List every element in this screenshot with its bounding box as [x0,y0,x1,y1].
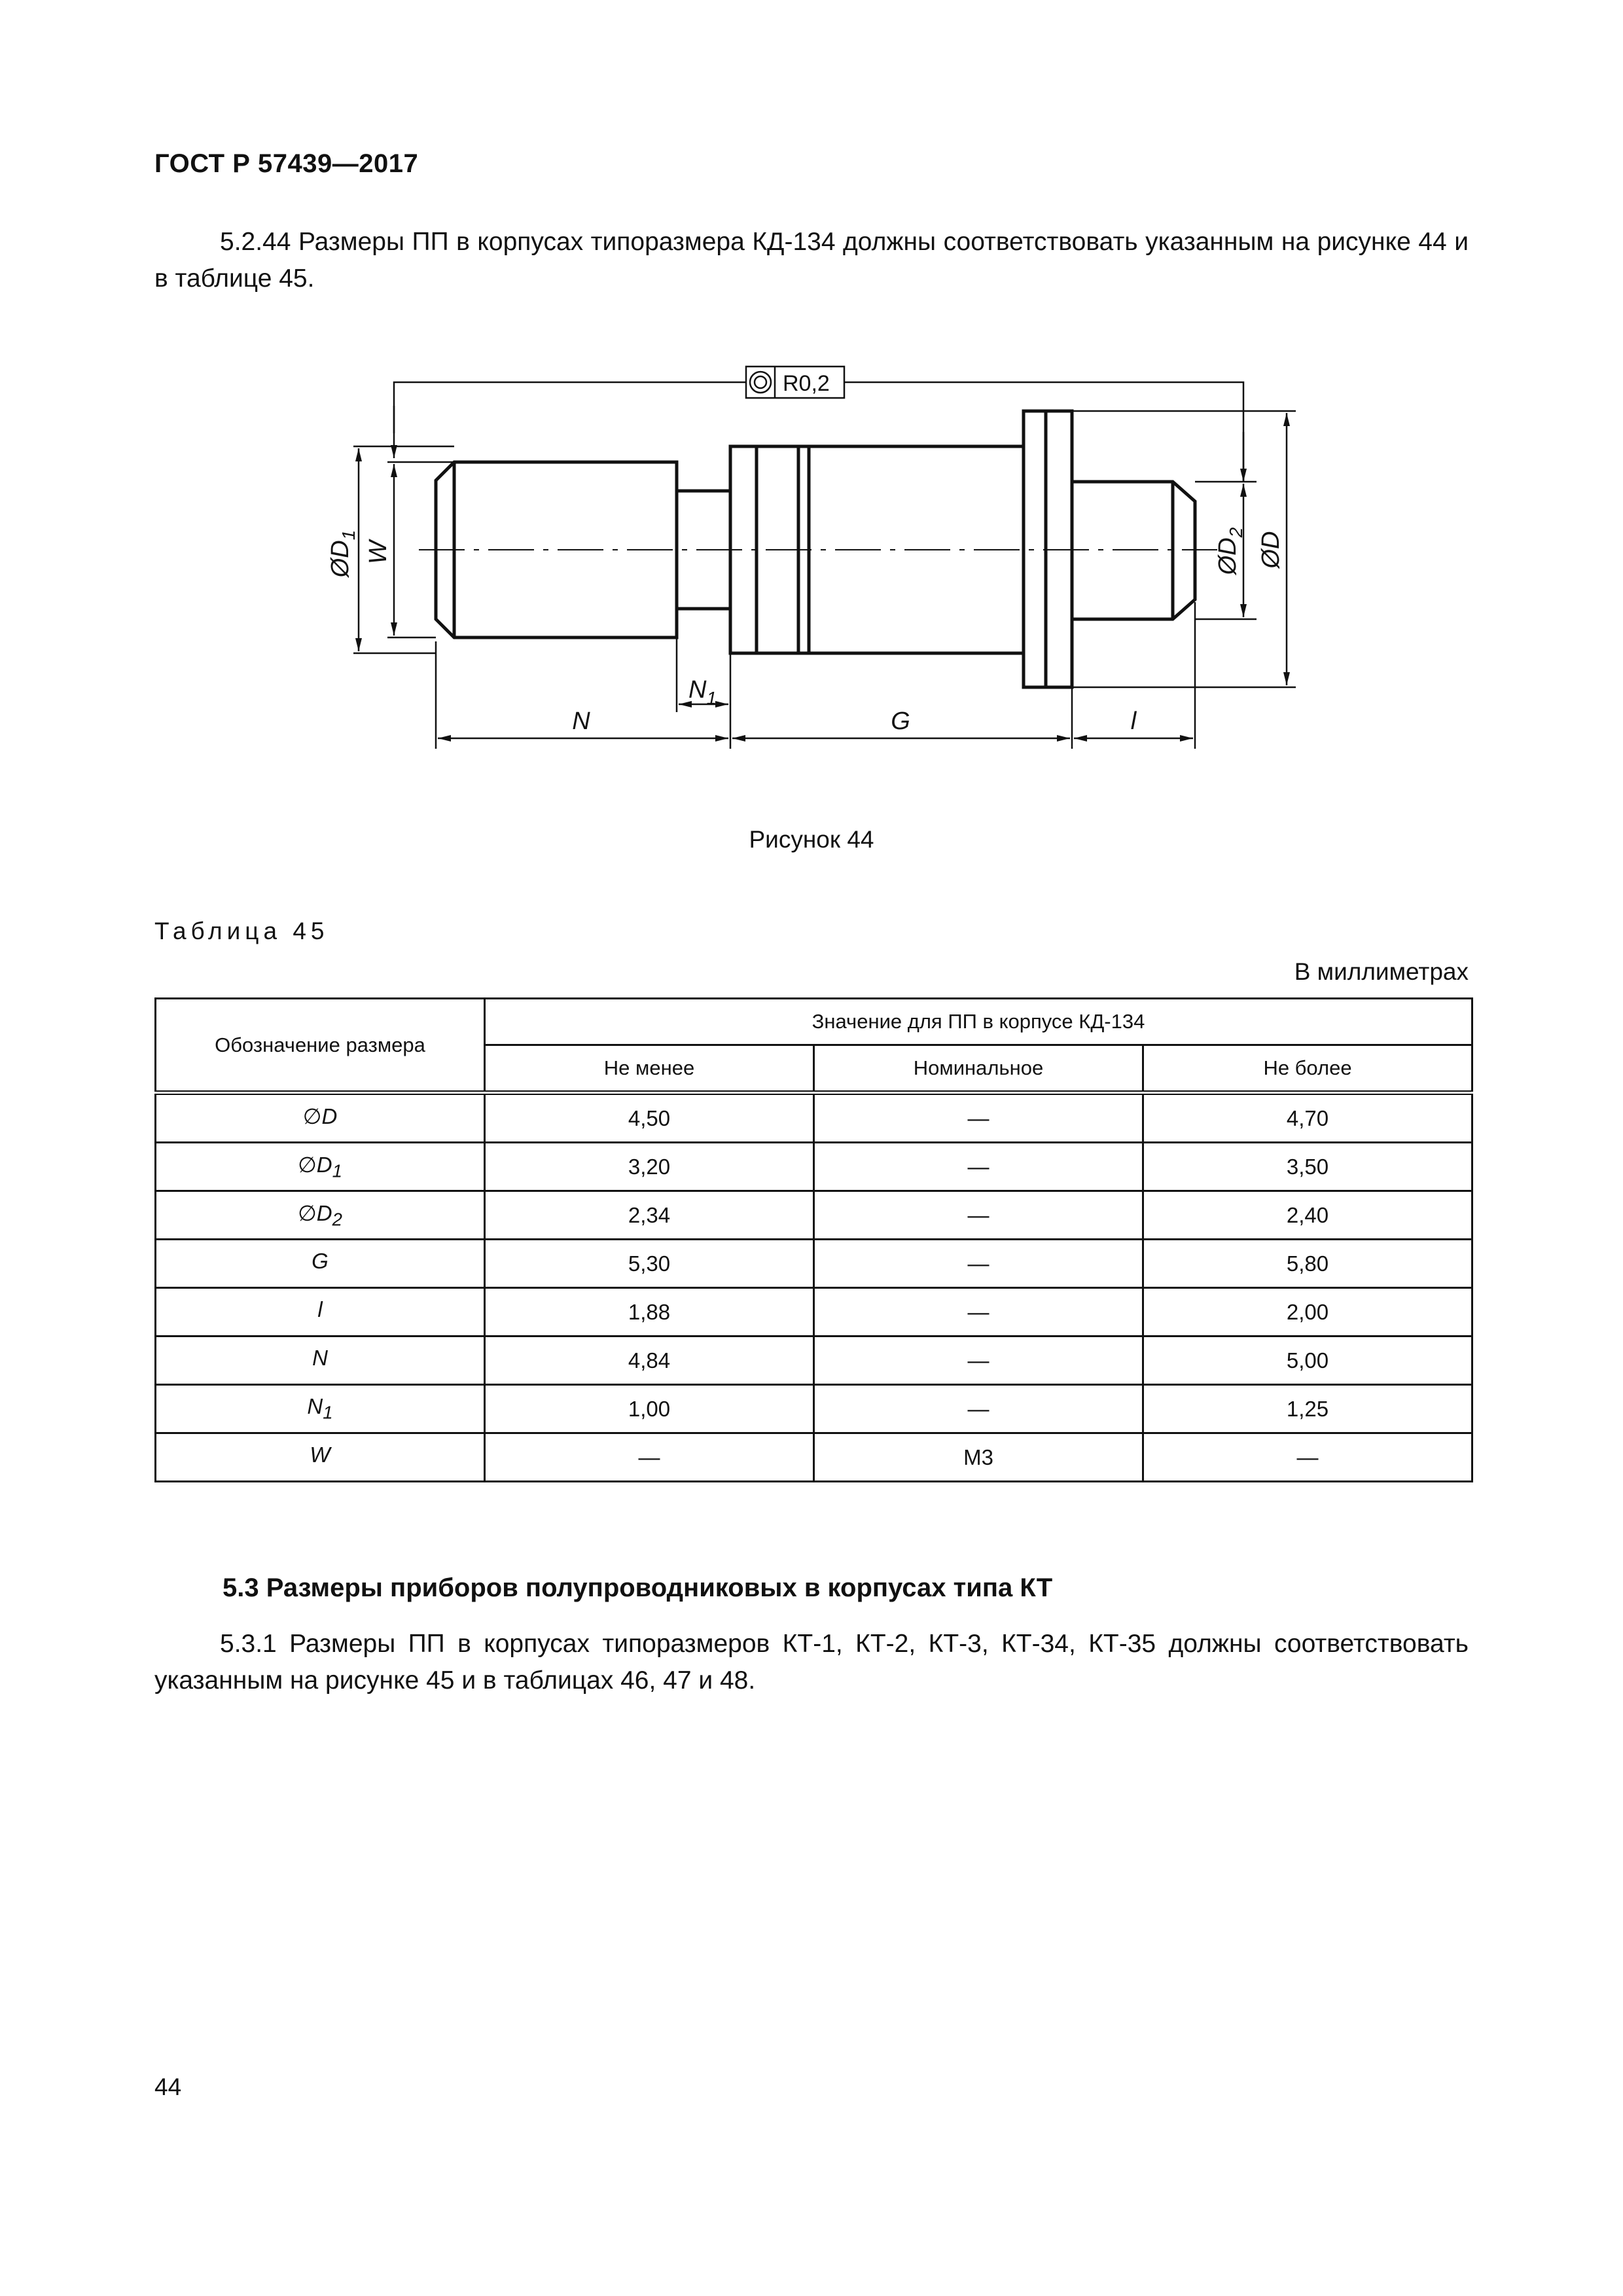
table-row [156,1288,1472,1336]
cell-max: 2,40 [1143,1191,1472,1240]
table-units: В миллиметрах [1294,958,1469,985]
table-row [156,1433,1472,1482]
cell-symbol: $N_1$ [156,1385,485,1433]
intro-text: 5.2.44 Размеры ПП в корпусах типоразмера КД-134 должны соответствовать указанным на рисунке 44 и в таблице 45. [154,228,1469,293]
label-l: l [1130,708,1137,735]
cell-max: 5,80 [1143,1240,1472,1288]
table-row [156,1240,1472,1288]
cell-symbol: $\emptyset D_1$ [156,1143,485,1191]
section-paragraph [154,1626,1469,1699]
cell-max: 3,50 [1143,1143,1472,1191]
label-g: G [891,708,910,735]
header-designation: Обозначение размера [156,999,485,1093]
cell-nom: — [814,1143,1143,1191]
cell-max: 5,00 [1143,1336,1472,1385]
label-d2: $ØD_2$ [1214,527,1246,575]
cell-nom: — [814,1336,1143,1385]
cell-min: — [485,1433,814,1482]
dimensions-table [154,997,1473,1482]
header-max: Не более [1143,1045,1472,1093]
cell-min: 4,84 [485,1336,814,1385]
cell-min: 3,20 [485,1143,814,1191]
cell-min: 1,00 [485,1385,814,1433]
cell-nom: — [814,1191,1143,1240]
table-row [156,1093,1472,1143]
table-row [156,1385,1472,1433]
cell-min: 2,34 [485,1191,814,1240]
header-min: Не менее [485,1045,814,1093]
cell-nom: — [814,1093,1143,1143]
cell-symbol: W [156,1433,485,1482]
page-number: 44 [154,2073,182,2100]
cell-max: 4,70 [1143,1093,1472,1143]
cell-min: 1,88 [485,1288,814,1336]
table-title: Таблица 45 [154,918,329,944]
header-group: Значение для ПП в корпусе КД-134 [485,999,1472,1045]
header-nom: Номинальное [814,1045,1143,1093]
cell-nom: — [814,1288,1143,1336]
cell-symbol: N [156,1336,485,1385]
cell-max: — [1143,1433,1472,1482]
section-title: 5.3 Размеры приборов полупроводниковых в корпусах типа КТ [223,1573,1053,1602]
cell-nom: — [814,1240,1143,1288]
cell-symbol: ∅D [156,1093,485,1143]
cell-max: 2,00 [1143,1288,1472,1336]
table-row [156,1143,1472,1191]
cell-max: 1,25 [1143,1385,1472,1433]
label-d: ØD [1257,531,1285,569]
figure-44-drawing [314,353,1309,759]
cell-symbol: l [156,1288,485,1336]
cell-min: 4,50 [485,1093,814,1143]
document-header: ГОСТ Р 57439—2017 [154,149,419,178]
label-d1: $ØD_1$ [327,529,359,578]
cell-min: 5,30 [485,1240,814,1288]
cell-symbol: G [156,1240,485,1288]
label-w: W [365,541,392,564]
table-row [156,1191,1472,1240]
table-row [156,1336,1472,1385]
cell-symbol: $\emptyset D_2$ [156,1191,485,1240]
section-text: 5.3.1 Размеры ПП в корпусах типоразмеров КТ-1, КТ-2, КТ-3, КТ-34, КТ-35 должны соответствовать указанным на рисунке 45 и в таблицах 46, 47 и 48. [154,1630,1469,1695]
intro-paragraph [154,224,1469,297]
label-n1: $N_1$ [688,676,717,708]
figure-caption: Рисунок 44 [749,826,874,853]
cell-nom: М3 [814,1433,1143,1482]
tolerance-value: R0,2 [783,371,830,396]
cell-nom: — [814,1385,1143,1433]
label-n: N [572,708,590,735]
